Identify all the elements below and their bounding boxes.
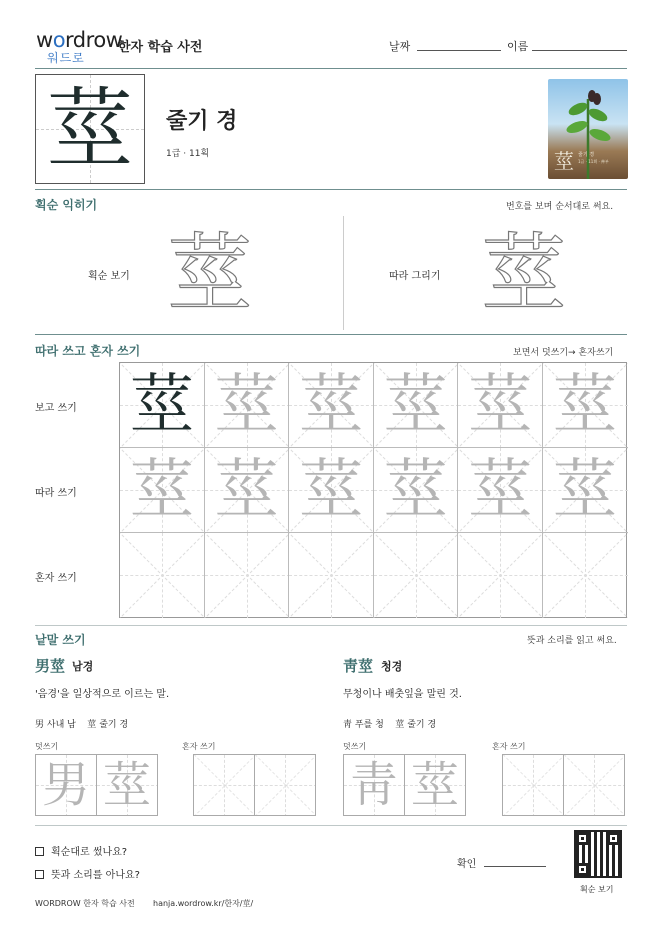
row-label-free: 혼자 쓰기 — [35, 573, 77, 584]
practice-glyph: 莖 — [130, 368, 194, 442]
section-divider — [35, 625, 627, 626]
practice-cell[interactable] — [120, 363, 205, 448]
trace-label: 덧쓰기 — [35, 742, 59, 751]
part-hanja: 莖 — [395, 720, 405, 730]
stroke-order-diagram: 莖 — [168, 224, 253, 322]
word-free-box[interactable] — [254, 754, 316, 816]
practice-section-title: 따라 쓰고 혼자 쓰기 — [35, 344, 141, 358]
trace-label: 덧쓰기 — [343, 742, 367, 751]
confirm-field[interactable] — [484, 866, 546, 867]
word-trace-box[interactable]: 靑 — [343, 754, 405, 816]
practice-cell[interactable] — [543, 533, 628, 618]
practice-glyph: 莖 — [383, 368, 448, 442]
header-divider — [35, 68, 627, 69]
checkbox[interactable] — [35, 870, 44, 879]
word-definition: '음경'을 일상적으로 이르는 말. — [35, 689, 170, 700]
practice-cell[interactable] — [289, 363, 374, 448]
section-divider — [35, 189, 627, 190]
free-label: 혼자 쓰기 — [492, 742, 526, 751]
practice-cell[interactable] — [205, 448, 290, 533]
qr-caption: 획순 보기 — [580, 885, 614, 894]
logo-wordmark: wordrow — [36, 28, 123, 52]
word-hanja: 靑莖 — [343, 657, 374, 675]
practice-cell[interactable] — [543, 363, 628, 448]
footer-url[interactable]: hanja.wordrow.kr/한자/莖/ — [153, 899, 254, 908]
header-title: 한자 학습 사전 — [118, 40, 203, 55]
practice-glyph: 莖 — [130, 453, 194, 527]
stroke-trace-label: 따라 그리기 — [389, 271, 441, 282]
practice-glyph: 莖 — [299, 368, 364, 442]
part-gloss: 푸를 청 — [354, 720, 384, 730]
part-hanja: 靑 — [343, 720, 353, 730]
practice-cell[interactable] — [543, 448, 628, 533]
word-reading: 청경 — [381, 660, 403, 673]
practice-cell[interactable] — [205, 363, 290, 448]
word-free-box[interactable] — [502, 754, 564, 816]
row-label-trace: 따라 쓰기 — [35, 488, 77, 499]
thumb-glyph: 莖 — [554, 149, 574, 173]
section-divider — [35, 334, 627, 335]
stroke-divider — [343, 216, 344, 330]
practice-cell[interactable] — [120, 533, 205, 618]
footer-brand: WORDROW 한자 학습 사전 — [35, 899, 135, 908]
practice-cell[interactable] — [458, 533, 543, 618]
word-trace-box[interactable]: 莖 — [96, 754, 158, 816]
practice-grid[interactable] — [119, 362, 627, 618]
word-trace-box[interactable]: 男 — [35, 754, 97, 816]
main-character: 莖 — [47, 79, 133, 179]
words-section-title: 낱말 쓰기 — [35, 633, 86, 647]
word-parts — [35, 717, 128, 730]
practice-glyph: 莖 — [383, 453, 448, 527]
practice-cell[interactable] — [289, 448, 374, 533]
checklist-item[interactable]: 뜻과 소리를 아나요? — [35, 866, 140, 881]
stroke-view-label: 획순 보기 — [88, 271, 130, 282]
part-gloss: 줄기 경 — [99, 720, 129, 730]
practice-cell[interactable] — [458, 363, 543, 448]
stroke-trace-diagram[interactable]: 莖 — [482, 224, 567, 322]
free-label: 혼자 쓰기 — [182, 742, 216, 751]
practice-glyph: 莖 — [468, 453, 533, 527]
practice-glyph: 莖 — [214, 368, 279, 442]
part-hanja: 莖 — [87, 720, 97, 730]
practice-glyph: 莖 — [553, 368, 617, 442]
practice-glyph: 莖 — [299, 453, 364, 527]
word-hanja: 男莖 — [35, 657, 66, 675]
word-parts — [343, 717, 436, 730]
practice-cell[interactable] — [374, 533, 459, 618]
practice-cell[interactable] — [374, 448, 459, 533]
stroke-section-note: 번호를 보며 순서대로 써요. — [506, 202, 614, 212]
name-field[interactable] — [532, 50, 627, 51]
part-gloss: 사내 남 — [46, 720, 76, 730]
part-gloss: 줄기 경 — [407, 720, 437, 730]
words-section-note: 뜻과 소리를 읽고 써요. — [527, 636, 617, 646]
practice-glyph: 莖 — [468, 368, 533, 442]
name-label: 이름 — [507, 40, 529, 53]
thumb-caption: 줄기 경 — [578, 152, 595, 158]
word-reading: 남경 — [72, 660, 94, 673]
practice-section-note: 보면서 덧쓰기→ 혼자쓰기 — [513, 348, 614, 358]
date-field[interactable] — [417, 50, 501, 51]
qr-code[interactable] — [574, 830, 622, 878]
date-label: 날짜 — [389, 40, 411, 53]
practice-cell[interactable] — [120, 448, 205, 533]
practice-cell[interactable] — [458, 448, 543, 533]
character-illustration — [548, 79, 628, 179]
word-free-box[interactable] — [193, 754, 255, 816]
meaning-reading: 줄기 경 — [166, 109, 238, 134]
section-divider — [35, 825, 627, 826]
main-character-box — [35, 74, 145, 184]
grade-strokes: 1급 · 11획 — [166, 149, 210, 159]
row-label-view: 보고 쓰기 — [35, 403, 77, 414]
word-definition: 무청이나 배춧잎을 말린 것. — [343, 689, 462, 700]
practice-glyph: 莖 — [553, 453, 617, 527]
practice-glyph: 莖 — [214, 453, 279, 527]
thumb-sub: 1급 · 11획 · 艸부 — [578, 159, 609, 164]
stroke-section-title: 획순 익히기 — [35, 198, 98, 212]
practice-cell[interactable] — [374, 363, 459, 448]
confirm-label: 확인 — [457, 859, 477, 870]
practice-cell[interactable] — [289, 533, 374, 618]
logo-korean: 워드로 — [47, 51, 85, 65]
practice-cell[interactable] — [205, 533, 290, 618]
checkbox[interactable] — [35, 847, 44, 856]
word-free-box[interactable] — [563, 754, 625, 816]
checklist-item[interactable]: 획순대로 썼나요? — [35, 843, 127, 858]
word-trace-box[interactable]: 莖 — [404, 754, 466, 816]
part-hanja: 男 — [35, 720, 45, 730]
